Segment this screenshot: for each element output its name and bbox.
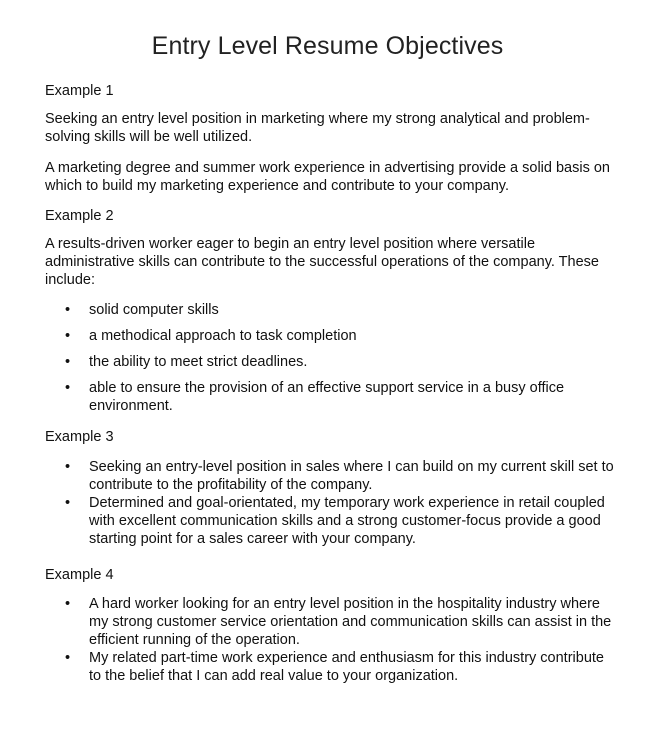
example-2-intro: A results-driven worker eager to begin an entry level position where versatile administrative skills can contribute to the successful operations of the company. These include: xyxy=(45,236,599,288)
list-item-text: a methodical approach to task completion xyxy=(89,328,357,344)
example-1-heading: Example 1 xyxy=(45,83,114,99)
list-item xyxy=(45,595,620,649)
list-item xyxy=(45,649,620,685)
example-3-section xyxy=(45,429,620,548)
example-1-paragraph-1: Seeking an entry level position in marketing where my strong analytical and problem-solving skills will be well utilized. xyxy=(45,111,590,145)
example-3-heading: Example 3 xyxy=(45,429,114,445)
example-2-section xyxy=(45,208,620,415)
list-item xyxy=(45,458,620,494)
example-3-bullet-list xyxy=(45,458,620,548)
example-1-section xyxy=(45,83,620,195)
example-4-heading: Example 4 xyxy=(45,567,114,583)
bullet-icon: • xyxy=(65,354,71,370)
page-title: Entry Level Resume Objectives xyxy=(151,32,504,60)
list-item-text: Seeking an entry-level position in sales where I can build on my current skill set to contribute to the profitability of the company. xyxy=(89,459,614,493)
list-item-text: My related part-time work experience and enthusiasm for this industry contribute to the belief that I can add real value to your organization. xyxy=(89,650,604,684)
example-4-bullet-list xyxy=(45,595,620,685)
example-1-paragraph-2: A marketing degree and summer work experience in advertising provide a solid basis on which to build my marketing experience and contribute to your company. xyxy=(45,160,610,194)
example-2-bullet-list xyxy=(45,301,620,415)
bullet-icon: • xyxy=(65,459,71,475)
list-item-text: able to ensure the provision of an effective support service in a busy office environment. xyxy=(89,380,565,414)
bullet-icon: • xyxy=(65,380,71,396)
list-item-text: the ability to meet strict deadlines. xyxy=(89,354,308,370)
list-item-text: A hard worker looking for an entry level position in the hospitality industry where my strong customer service orientation and communication skills can assist in the efficient running of the operation. xyxy=(89,596,612,648)
bullet-icon: • xyxy=(65,495,71,511)
bullet-icon: • xyxy=(65,650,71,666)
list-item xyxy=(45,494,620,548)
bullet-icon: • xyxy=(65,328,71,344)
list-item xyxy=(45,327,620,345)
example-2-heading: Example 2 xyxy=(45,208,114,224)
list-item xyxy=(45,301,620,319)
list-item xyxy=(45,353,620,371)
list-item-text: Determined and goal-orientated, my temporary work experience in retail coupled with excellent communication skills and a strong customer-focus provide a good starting point for a sales career with your company. xyxy=(89,495,605,547)
example-4-section xyxy=(45,567,620,685)
bullet-icon: • xyxy=(65,596,71,612)
bullet-icon: • xyxy=(65,302,71,318)
list-item-text: solid computer skills xyxy=(89,302,219,318)
list-item xyxy=(45,379,620,415)
